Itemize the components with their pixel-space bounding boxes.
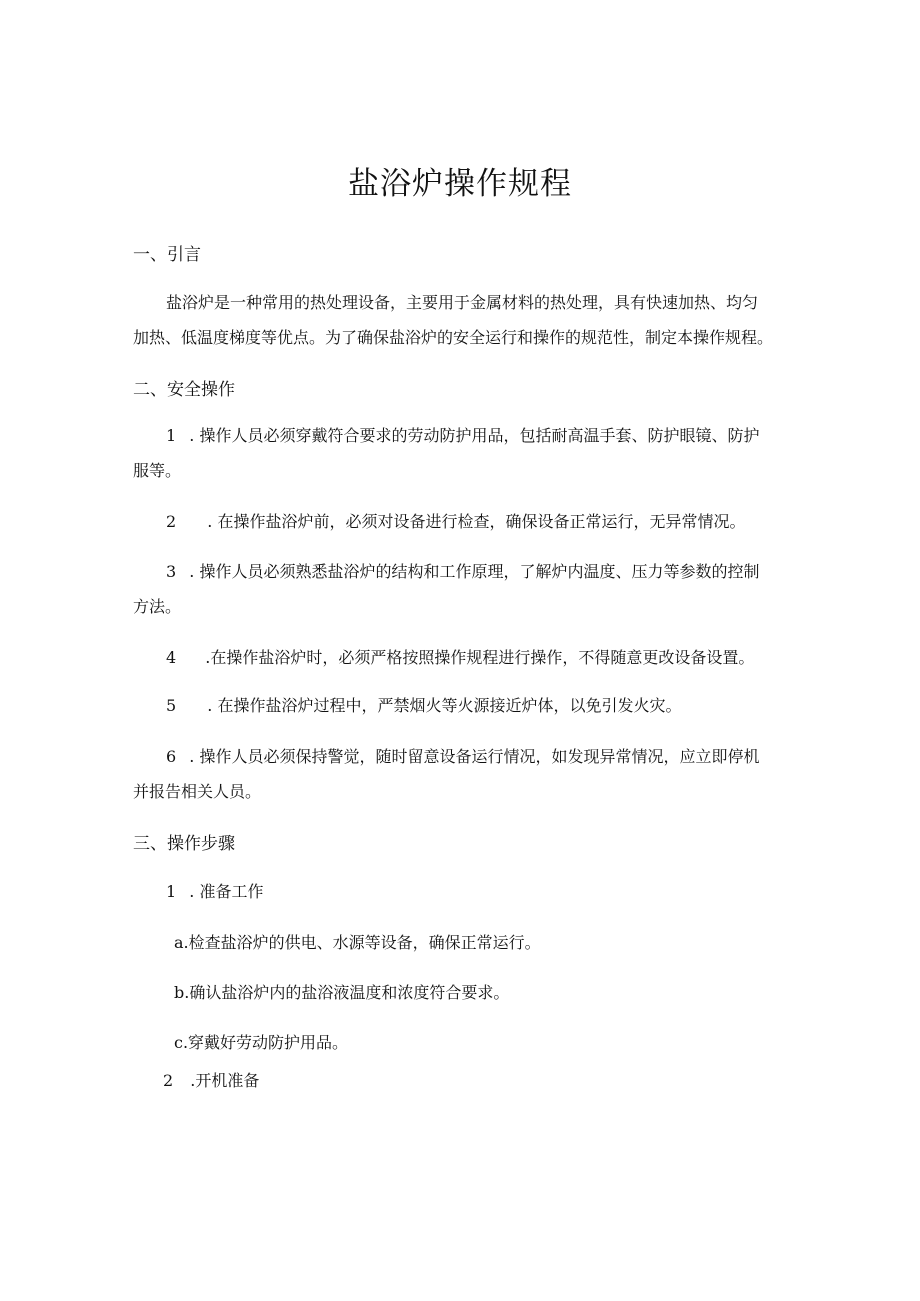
safety-item-1-text: . 操作人员必须穿戴符合要求的劳动防护用品，包括耐高温手套、防护眼镜、防护 [189,426,760,445]
step-2-label: .开机准备 [190,1071,260,1090]
safety-item-3-number: 3 [166,562,177,581]
step-1-label: . 准备工作 [189,882,264,901]
step-1-subitem-b: b.确认盐浴炉内的盐浴液温度和浓度符合要求。 [174,983,510,1002]
safety-item-4-text: .在操作盐浴炉时，必须严格按照操作规程进行操作，不得随意更改设备设置。 [205,648,755,667]
safety-item-5-line-1 [166,693,681,716]
intro-paragraph-line-1: 盐浴炉是一种常用的热处理设备，主要用于金属材料的热处理，具有快速加热、均匀 [166,293,759,312]
safety-item-1-line-2: 服等。 [133,461,182,480]
step-1-number: 1 [166,882,177,901]
safety-item-1-line-1 [166,423,759,446]
safety-item-1-number: 1 [166,426,177,445]
safety-item-6-line-2: 并报告相关人员。 [133,782,262,801]
section-heading-safety: 二、安全操作 [133,380,235,400]
safety-item-2-text: . 在操作盐浴炉前，必须对设备进行检查，确保设备正常运行，无异常情况。 [207,512,746,531]
safety-item-3-text: . 操作人员必须熟悉盐浴炉的结构和工作原理，了解炉内温度、压力等参数的控制 [189,562,760,581]
safety-item-3-line-1 [166,559,759,582]
document-title: 盐浴炉操作规程 [348,166,572,202]
safety-item-6-text: . 操作人员必须保持警觉，随时留意设备运行情况，如发现异常情况，应立即停机 [189,747,760,766]
safety-item-4-line-1 [166,645,754,668]
safety-item-6-number: 6 [166,747,177,766]
section-heading-steps: 三、操作步骤 [133,834,235,854]
step-2-label-line [163,1068,259,1091]
step-1-subitem-a: a.检查盐浴炉的供电、水源等设备，确保正常运行。 [174,933,541,952]
safety-item-5-number: 5 [166,696,177,715]
section-heading-intro: 一、引言 [133,245,201,265]
safety-item-6-line-1 [166,744,759,767]
step-1-label-line [166,879,263,902]
safety-item-3-line-2: 方法。 [133,597,182,616]
intro-paragraph-line-2: 加热、低温度梯度等优点。为了确保盐浴炉的安全运行和操作的规范性，制定本操作规程。 [133,328,774,347]
safety-item-2-number: 2 [166,512,177,531]
safety-item-5-text: . 在操作盐浴炉过程中，严禁烟火等火源接近炉体，以免引发火灾。 [207,696,682,715]
safety-item-4-number: 4 [166,648,177,667]
step-1-subitem-c: c.穿戴好劳动防护用品。 [174,1033,349,1052]
step-2-number: 2 [163,1071,174,1090]
safety-item-2-line-1 [166,509,745,532]
